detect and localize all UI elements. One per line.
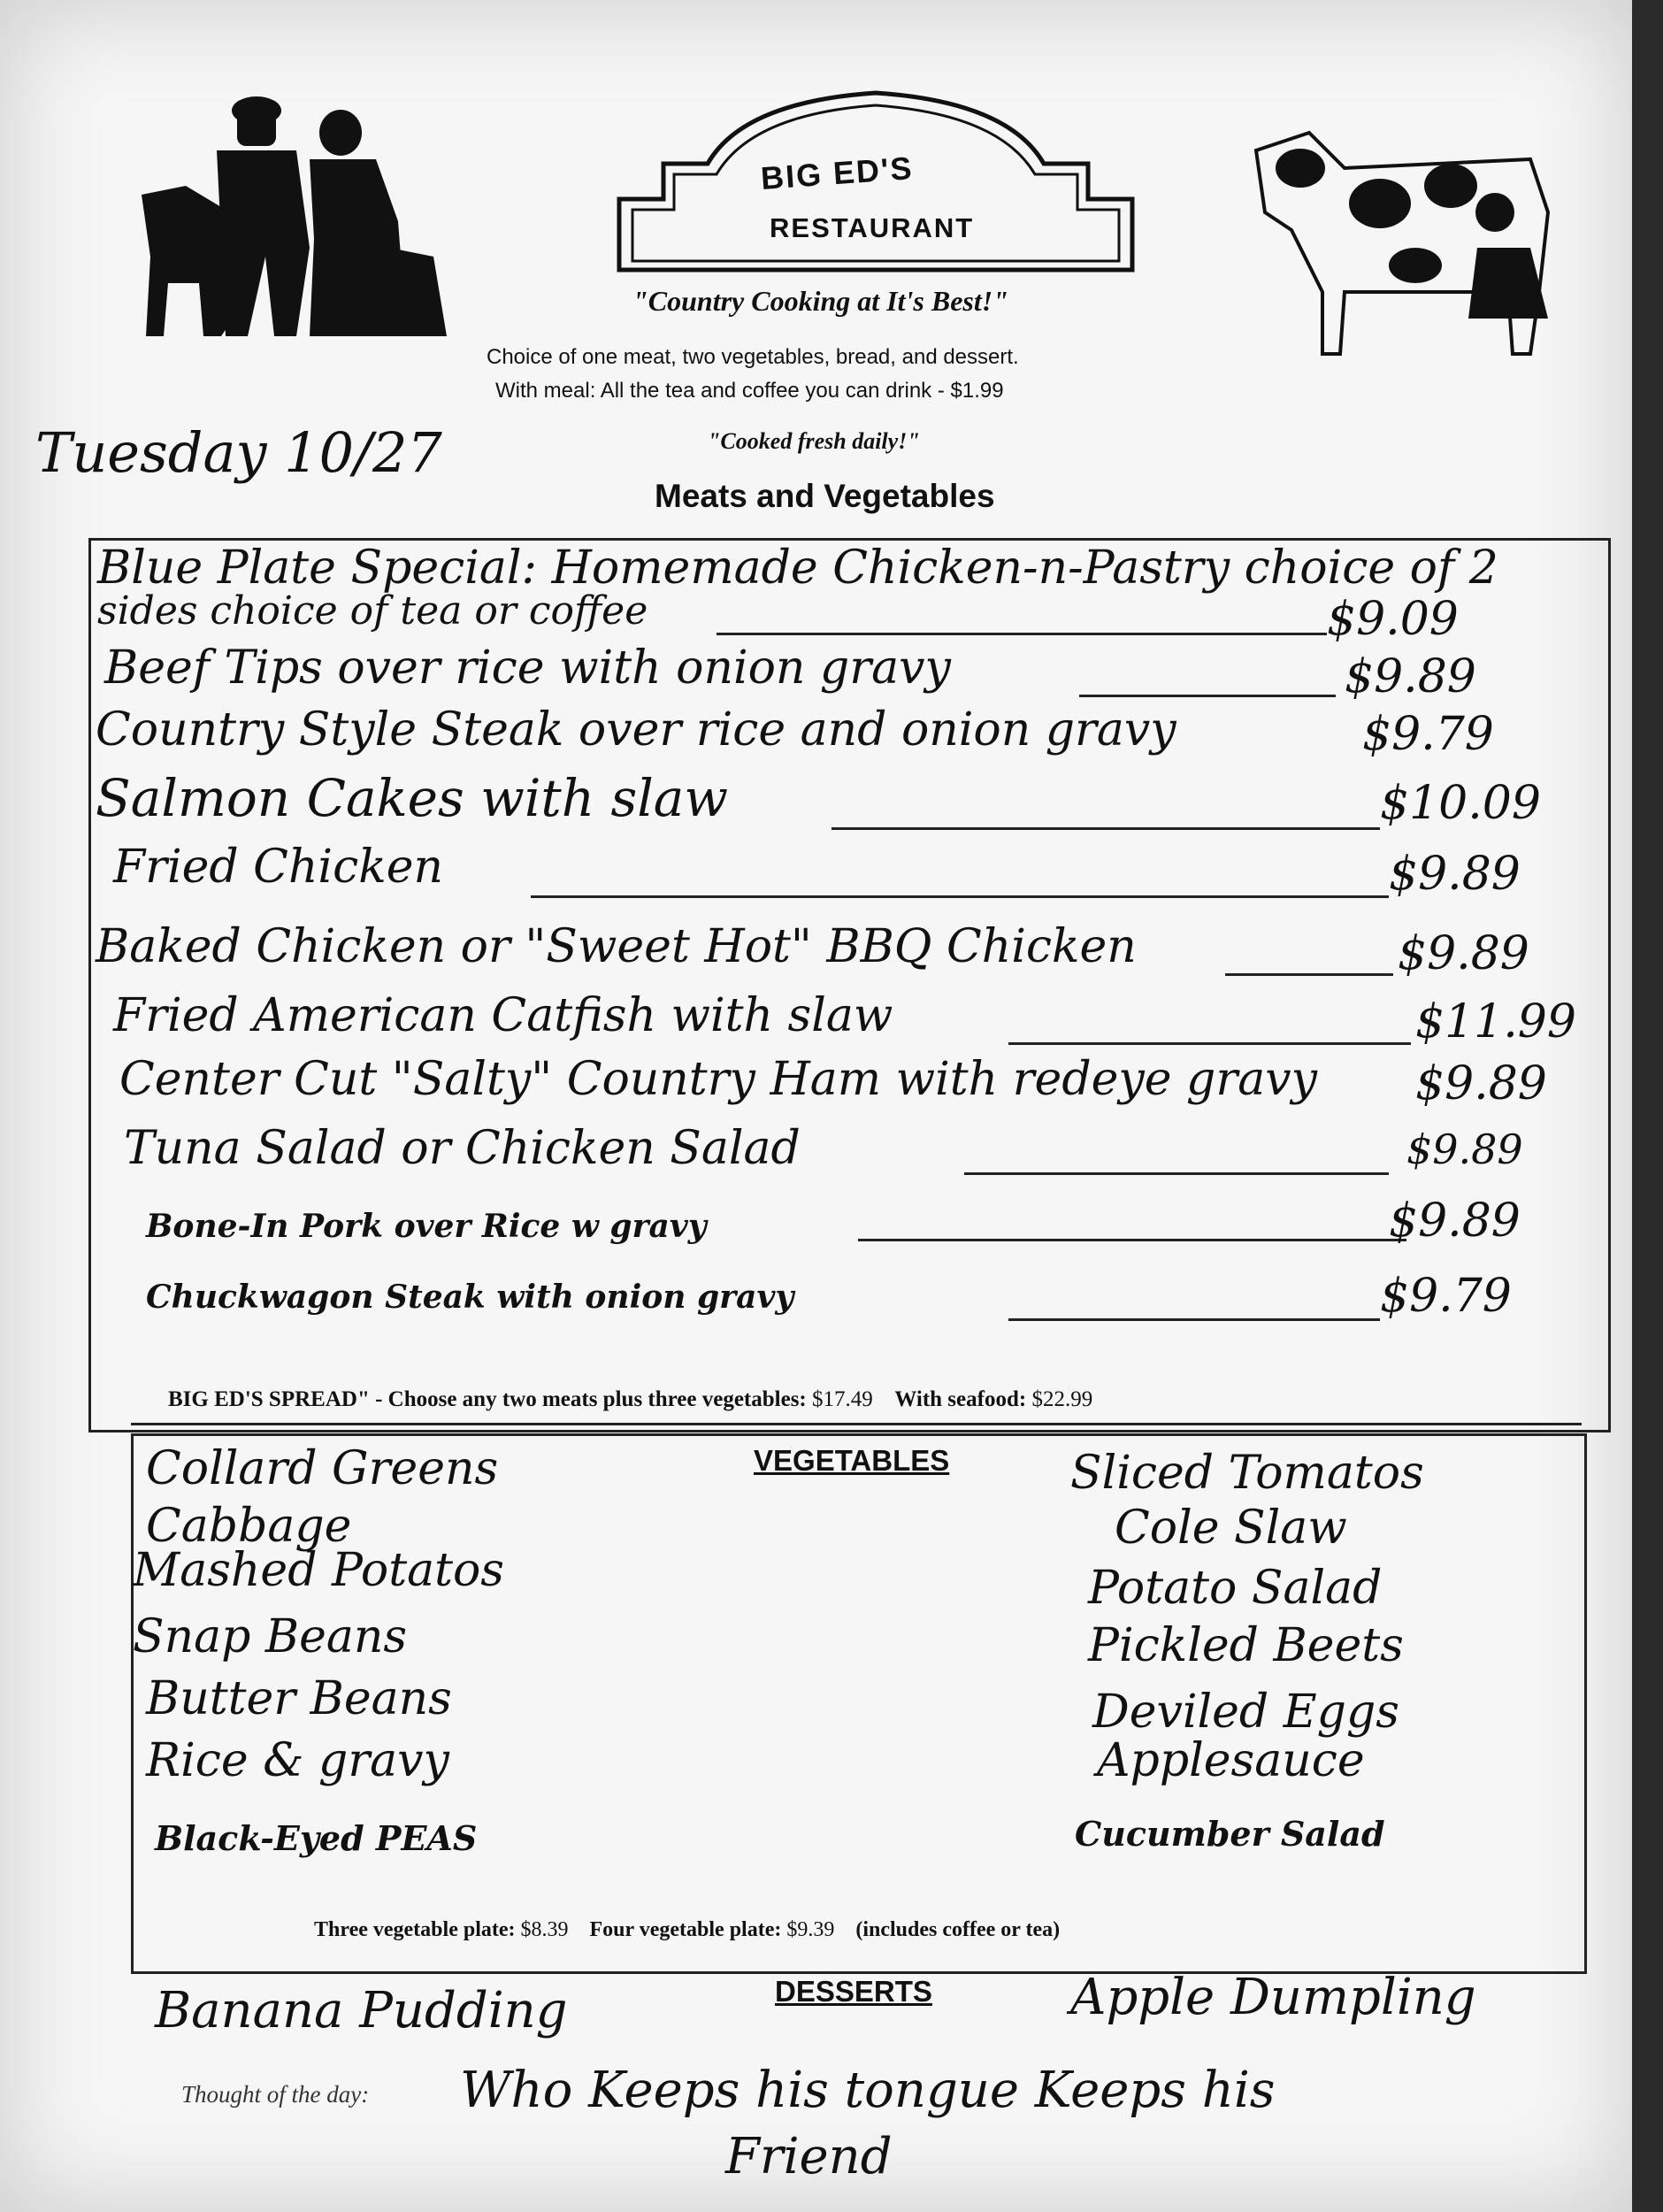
meat-item-price: $9.89	[1389, 1194, 1521, 1248]
thought-saying-line2: Friend	[725, 2128, 893, 2185]
meat-item-price: $9.89	[1406, 1125, 1523, 1173]
three-veg-label: Three vegetable plate:	[314, 1918, 516, 1941]
meat-item-price: $11.99	[1415, 995, 1576, 1048]
vegetable-item: Potato Salad	[1088, 1562, 1383, 1615]
cooked-fresh-text: "Cooked fresh daily!"	[708, 428, 920, 454]
big-eds-spread-line	[168, 1387, 1092, 1412]
meat-item-name: sides choice of tea or coffee	[97, 588, 648, 634]
spread-label: BIG ED'S SPREAD" - Choose any two meats plus three vegetables:	[168, 1387, 807, 1411]
thought-saying-line1: Who Keeps his tongue Keeps his	[460, 2062, 1276, 2119]
spread-price: $17.49	[812, 1387, 873, 1411]
three-veg-price: $8.39	[520, 1918, 569, 1941]
meat-item-price: $10.09	[1380, 777, 1541, 830]
thought-of-day-label: Thought of the day:	[181, 2081, 370, 2108]
dessert-item: Apple Dumpling	[1070, 1969, 1476, 2026]
meat-item-name: Fried American Catfish with slaw	[113, 989, 893, 1042]
meal-choice-text: Choice of one meat, two vegetables, bread, and dessert.	[487, 345, 1019, 369]
vegetable-item: Cucumber Salad	[1075, 1814, 1385, 1854]
drink-offer-text: With meal: All the tea and coffee you can drink - $1.99	[495, 379, 1004, 403]
meat-item-name: Fried Chicken	[113, 841, 443, 894]
price-leader-line	[531, 895, 1389, 898]
meat-item-price: $9.79	[1380, 1270, 1512, 1323]
meat-item-name: Baked Chicken or "Sweet Hot" BBQ Chicken	[96, 920, 1137, 973]
vegetable-item: Collard Greens	[146, 1442, 499, 1495]
meats-section-title: Meats and Vegetables	[655, 478, 995, 514]
vegetable-item: Snap Beans	[133, 1610, 408, 1663]
vegetable-item: Cole Slaw	[1115, 1502, 1347, 1555]
meat-item-name: Chuckwagon Steak with onion gravy	[146, 1279, 794, 1316]
meat-item-price: $9.09	[1327, 593, 1459, 646]
seafood-label: With seafood:	[894, 1387, 1027, 1411]
logo-subtitle: RESTAURANT	[770, 212, 975, 243]
meat-item-name: Salmon Cakes with slaw	[96, 768, 729, 828]
desserts-title: DESSERTS	[775, 1975, 932, 2008]
logo-name: BIG ED'S	[759, 150, 915, 196]
includes-note: (includes coffee or tea)	[855, 1918, 1061, 1941]
vegetable-plate-prices	[314, 1918, 1060, 1942]
vegetable-item: Mashed Potatos	[133, 1544, 504, 1597]
meat-item-name: Beef Tips over rice with onion gravy	[104, 641, 951, 695]
vegetable-item: Rice & gravy	[146, 1734, 449, 1787]
vegetable-item: Sliced Tomatos	[1070, 1447, 1424, 1500]
vegetable-item: Deviled Eggs	[1092, 1686, 1399, 1739]
meat-item-price: $9.89	[1389, 848, 1521, 901]
meat-item-name: Tuna Salad or Chicken Salad	[124, 1122, 801, 1175]
price-leader-line	[1008, 1042, 1411, 1045]
price-leader-line	[1008, 1318, 1380, 1321]
meat-item-price: $9.89	[1398, 927, 1529, 980]
vegetables-title: VEGETABLES	[754, 1444, 950, 1477]
meat-item-price: $9.79	[1362, 708, 1494, 761]
four-veg-price: $9.39	[786, 1918, 835, 1941]
price-leader-line	[964, 1172, 1389, 1175]
meat-item-price: $9.89	[1345, 650, 1476, 703]
price-leader-line	[717, 633, 1327, 635]
farmers-silhouette-image	[133, 80, 469, 345]
vegetable-item: Black-Eyed PEAS	[155, 1818, 478, 1858]
handwritten-date: Tuesday 10/27	[35, 420, 442, 485]
four-veg-label: Four vegetable plate:	[589, 1918, 782, 1941]
price-leader-line	[1225, 973, 1393, 976]
seafood-price: $22.99	[1031, 1387, 1093, 1411]
meat-item-name: Country Style Steak over rice and onion gravy	[96, 703, 1176, 757]
vegetable-item: Butter Beans	[146, 1672, 452, 1725]
vegetable-item: Cabbage	[146, 1500, 352, 1553]
price-leader-line	[832, 827, 1380, 830]
vegetable-item: Applesauce	[1097, 1734, 1365, 1787]
tagline: "Country Cooking at It's Best!"	[632, 285, 1008, 317]
meat-item-name: Blue Plate Special: Homemade Chicken-n-Pastry choice of 2	[97, 541, 1498, 595]
price-leader-line	[858, 1239, 1406, 1241]
meat-item-name: Bone-In Pork over Rice w gravy	[146, 1208, 707, 1245]
dessert-item: Banana Pudding	[155, 1982, 568, 2039]
meat-item-price: $9.89	[1415, 1057, 1547, 1110]
vegetable-item: Pickled Beets	[1088, 1619, 1404, 1672]
price-leader-line	[1079, 695, 1336, 697]
cow-milkmaid-image	[1238, 115, 1592, 372]
meat-item-name: Center Cut "Salty" Country Ham with redeye gravy	[119, 1053, 1317, 1106]
section-divider	[131, 1423, 1582, 1425]
